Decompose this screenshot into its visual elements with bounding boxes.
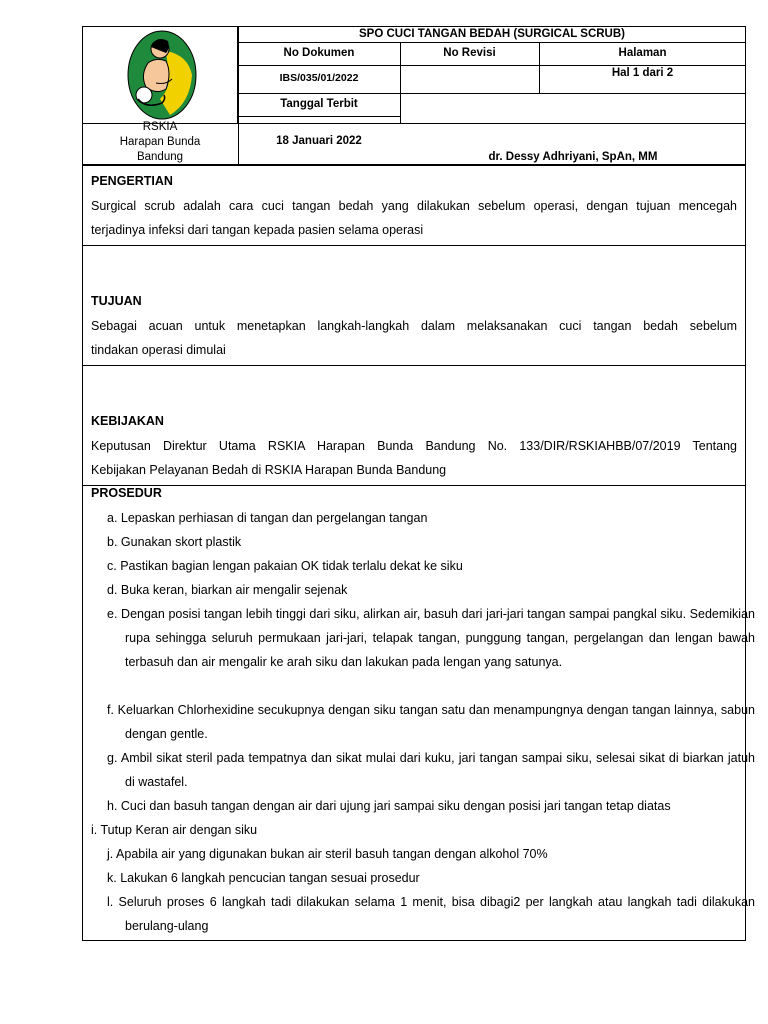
col-label-no-revisi: No Revisi	[443, 47, 496, 59]
signatory-name: dr. Dessy Adhriyani, SpAn, MM	[488, 151, 658, 163]
header-divider	[238, 42, 746, 43]
procedure-step: i. Tutup Keran air dengan siku	[91, 823, 258, 837]
col-label-halaman: Halaman	[618, 47, 667, 59]
kebijakan-text-line1: Keputusan Direktur Utama RSKIA Harapan Bunda Bandung No. 133/DIR/RSKIAHBB/07/2019 Tentang	[91, 439, 737, 453]
kebijakan-title: KEBIJAKAN	[91, 414, 164, 428]
kebijakan-text-line2: Kebijakan Pelayanan Bedah di RSKIA Harapan Bunda Bandung	[91, 463, 447, 477]
hospital-logo	[126, 29, 198, 121]
procedure-step: d. Buka keran, biarkan air mengalir sejenak	[107, 583, 348, 597]
halaman-value: Hal 1 dari 2	[611, 67, 674, 79]
tanggal-terbit-value: 18 Januari 2022	[276, 135, 362, 147]
tujuan-text-line2: tindakan operasi dimulai	[91, 343, 226, 357]
procedure-step: e. Dengan posisi tangan lebih tinggi dari siku, alirkan air, basuh dari jari-jari tangan sampai pangkal siku. Sedemikian rupa sehingga seluruh permukaan jari-jari, telapak tangan, punggung tangan, pergelangan dan lengan bawah terbasuh dan air mengalir ke arah siku dan lakukan pada lengan yang satunya.	[107, 607, 755, 669]
header-divider	[238, 116, 401, 117]
pengertian-text-line1: Surgical scrub adalah cara cuci tangan bedah yang dilakukan sebelum operasi, dengan tujuan mencegah	[91, 199, 737, 213]
pengertian-title: PENGERTIAN	[91, 174, 173, 188]
procedure-step: h. Cuci dan basuh tangan dengan air dari ujung jari sampai siku dengan posisi jari tangan tetap diatas	[107, 799, 671, 813]
document-title: SPO CUCI TANGAN BEDAH (SURGICAL SCRUB)	[359, 28, 625, 40]
no-dokumen-value: IBS/035/01/2022	[279, 72, 359, 84]
procedure-step: g. Ambil sikat steril pada tempatnya dan sikat mulai dari kuku, jari tangan sampai siku, selesai sikat di biarkan jatuh di wastafel.	[107, 751, 755, 789]
header-divider	[238, 65, 746, 66]
procedure-step: j. Apabila air yang digunakan bukan air steril basuh tangan dengan alkohol 70%	[107, 847, 548, 861]
pengertian-text-line2: terjadinya infeksi dari tangan kepada pasien selama operasi	[91, 223, 424, 237]
tujuan-text-line1: Sebagai acuan untuk menetapkan langkah-langkah dalam melaksanakan cuci tangan bedah sebelum	[91, 319, 737, 333]
procedure-step: a. Lepaskan perhiasan di tangan dan pergelangan tangan	[107, 511, 428, 525]
tanggal-terbit-label: Tanggal Terbit	[280, 98, 358, 110]
org-name-line3: Bandung	[136, 151, 184, 163]
header-divider	[238, 93, 746, 94]
tujuan-title: TUJUAN	[91, 294, 142, 308]
org-name-line1: RSKIA	[142, 121, 178, 133]
org-name-line2: Harapan Bunda	[119, 136, 201, 148]
procedure-step: l. Seluruh proses 6 langkah tadi dilakukan selama 1 menit, bisa dibagi2 per langkah atau langkah tadi dilakukan berulang-ulang	[107, 895, 755, 933]
col-label-no-dokumen: No Dokumen	[283, 47, 355, 59]
procedure-step: f. Keluarkan Chlorhexidine secukupnya dengan siku tangan satu dan menampungnya dengan tangan lainnya, sabun dengan gentle.	[107, 703, 755, 741]
procedure-step: k. Lakukan 6 langkah pencucian tangan sesuai prosedur	[107, 871, 420, 885]
prosedur-title: PROSEDUR	[91, 486, 162, 500]
procedure-step: c. Pastikan bagian lengan pakaian OK tidak terlalu dekat ke siku	[107, 559, 463, 573]
procedure-step: b. Gunakan skort plastik	[107, 535, 242, 549]
